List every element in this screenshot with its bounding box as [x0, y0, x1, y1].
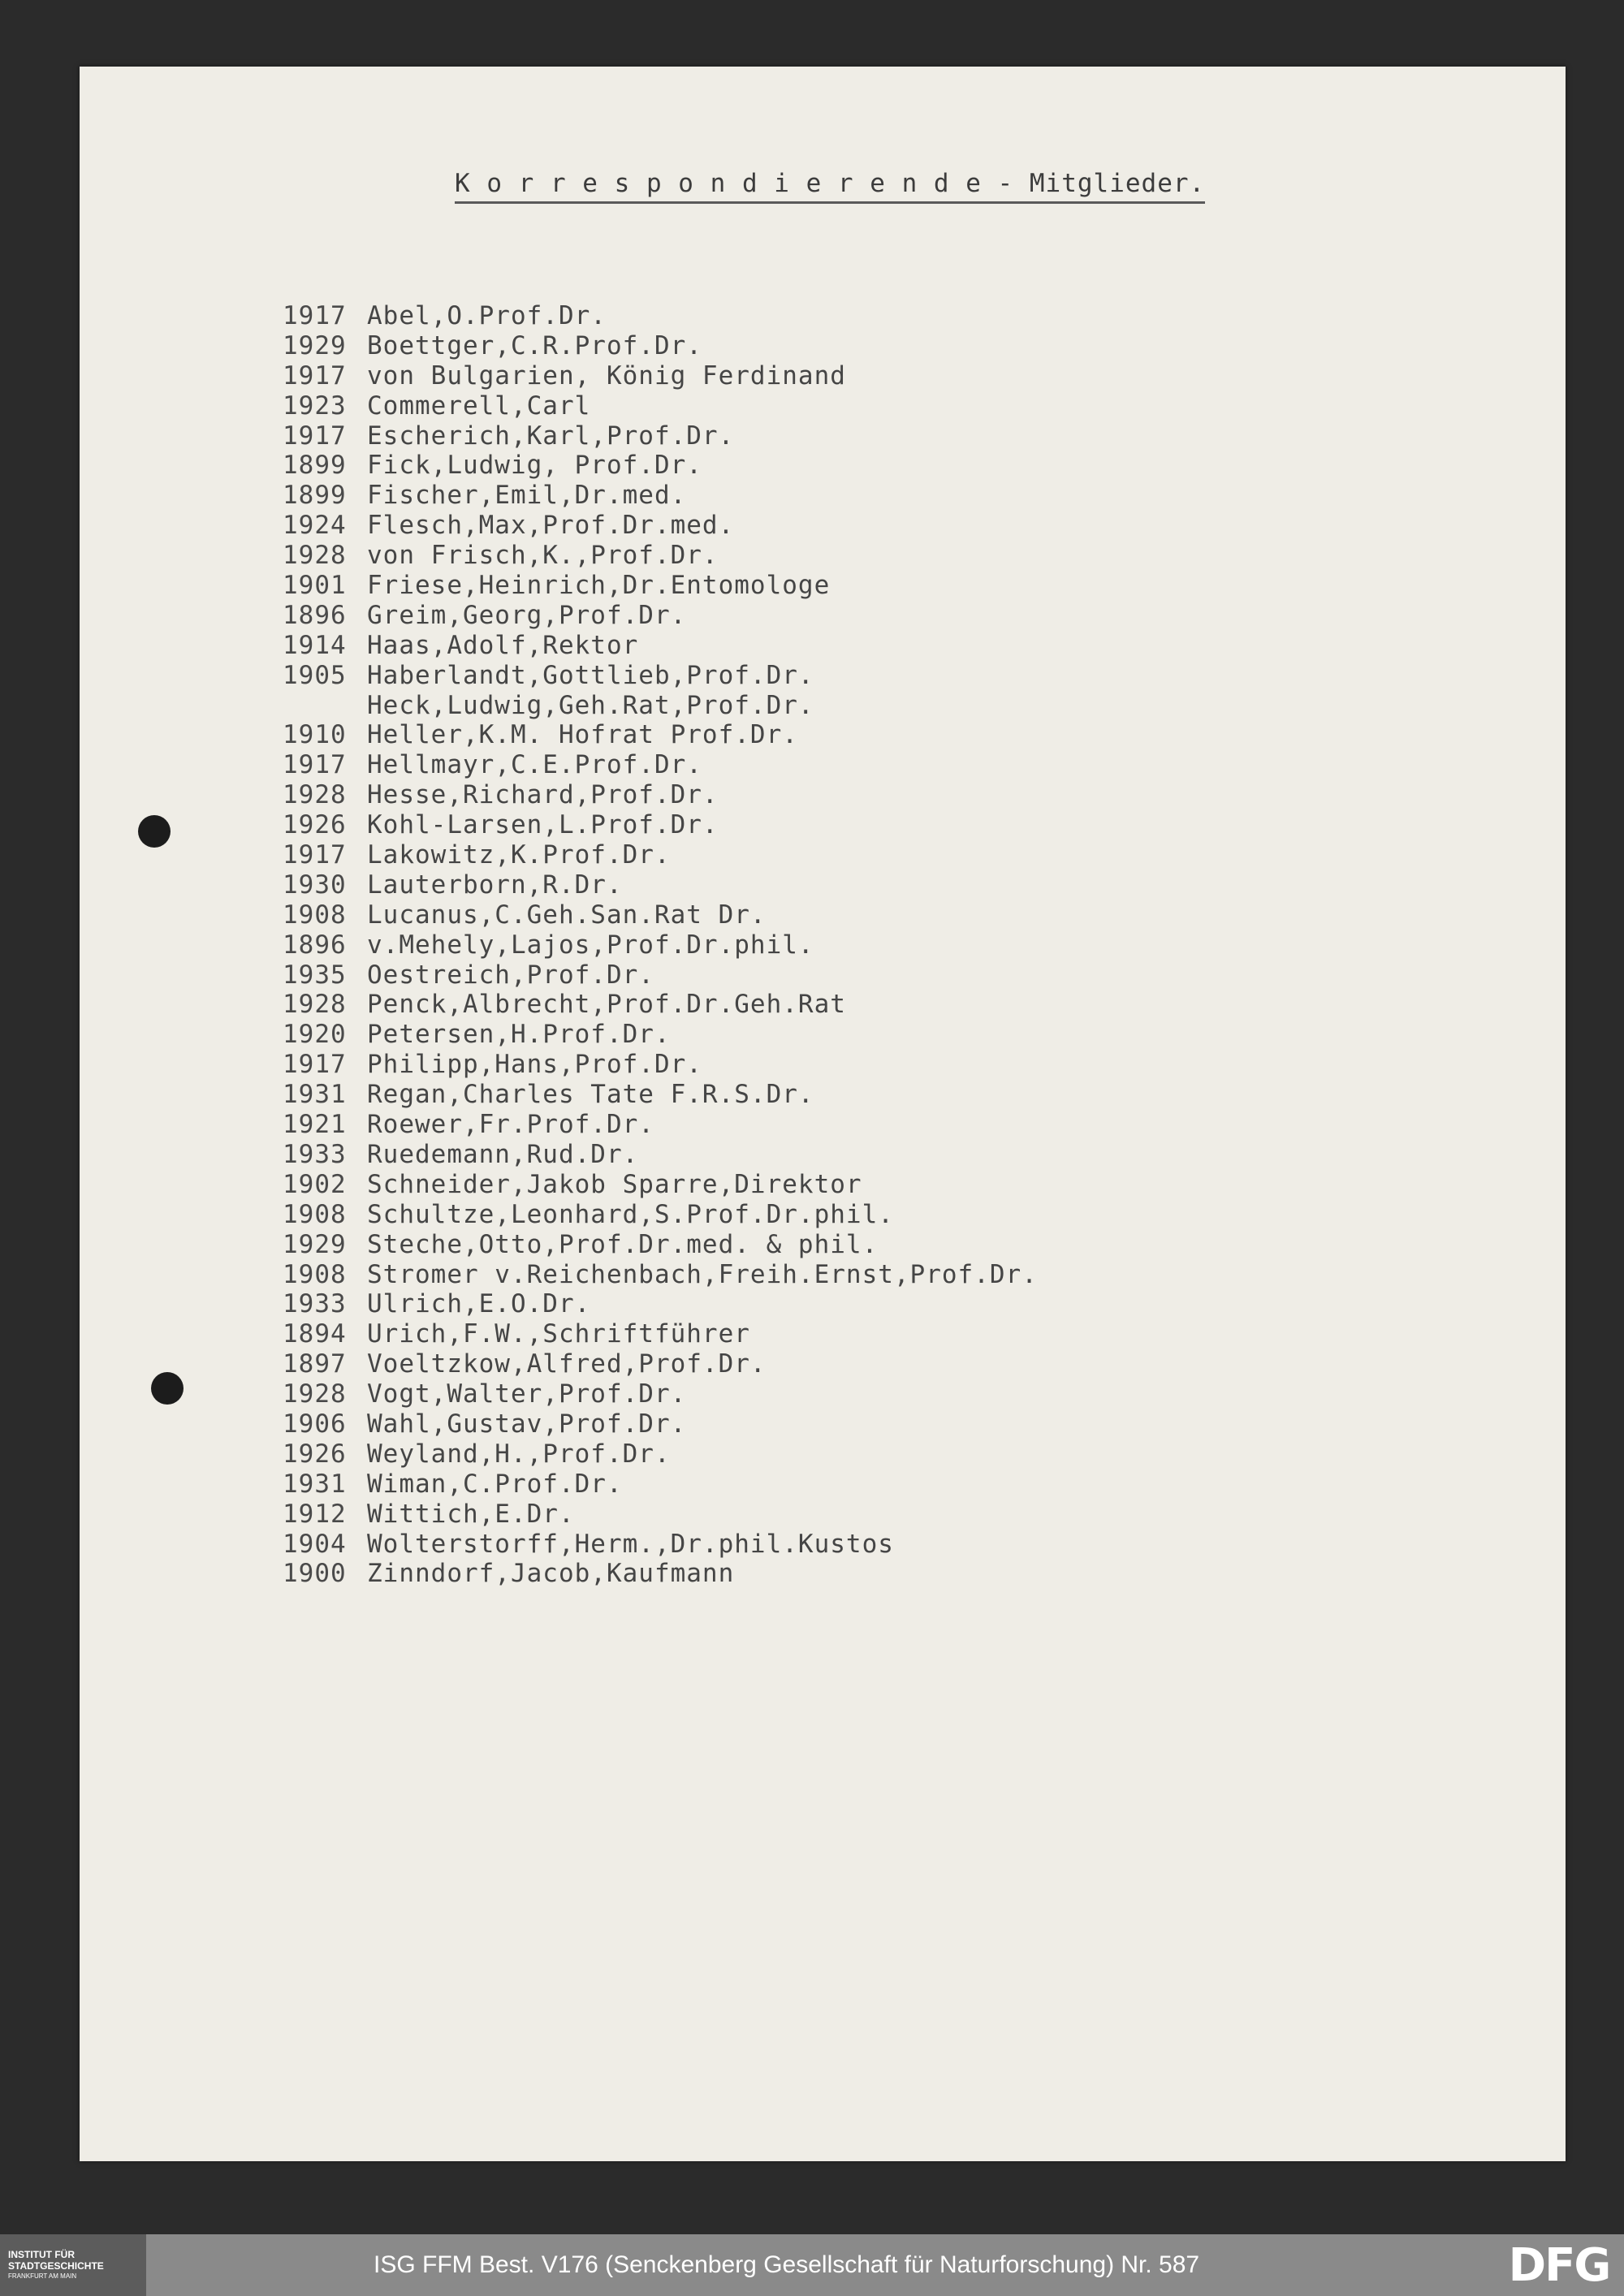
archive-footer-bar: [0, 2234, 1624, 2296]
document-title: K o r r e s p o n d i e r e n d e - Mitglieder.: [455, 169, 1205, 204]
entry-year: 1933: [283, 1139, 347, 1169]
entry-year: 1931: [283, 1469, 347, 1499]
entry-year: 1899: [283, 481, 347, 511]
entry-year: 1917: [283, 840, 347, 870]
list-item: [283, 421, 1038, 451]
list-item: [283, 1080, 1038, 1110]
entry-name: Schultze,Leonhard,S.Prof.Dr.phil.: [367, 1199, 894, 1229]
list-item: [283, 930, 1038, 960]
entry-name: Lakowitz,K.Prof.Dr.: [367, 840, 671, 870]
list-item: [283, 810, 1038, 840]
entry-year: 1928: [283, 990, 347, 1020]
list-item: [283, 601, 1038, 631]
entry-year: 1928: [283, 780, 347, 810]
list-item: [283, 990, 1038, 1020]
list-item: [283, 1379, 1038, 1409]
list-item: [283, 661, 1038, 691]
list-item: [283, 780, 1038, 810]
list-item: [283, 451, 1038, 481]
entry-year: 1908: [283, 1259, 347, 1289]
entry-year: 1899: [283, 451, 347, 481]
entry-name: Hellmayr,C.E.Prof.Dr.: [367, 750, 702, 780]
entry-year: 1914: [283, 630, 347, 660]
entry-name: Commerell,Carl: [367, 391, 591, 421]
entry-year: 1912: [283, 1499, 347, 1529]
entry-year: 1933: [283, 1289, 347, 1319]
entry-name: Philipp,Hans,Prof.Dr.: [367, 1050, 702, 1080]
entry-year: 1921: [283, 1110, 347, 1140]
list-item: [283, 1110, 1038, 1140]
entry-name: Urich,F.W.,Schriftführer: [367, 1319, 750, 1349]
entry-name: Regan,Charles Tate F.R.S.Dr.: [367, 1080, 814, 1110]
list-item: [283, 750, 1038, 780]
archive-caption: ISG FFM Best. V176 (Senckenberg Gesellschaft für Naturforschung) Nr. 587: [374, 2251, 1200, 2278]
entry-name: Hesse,Richard,Prof.Dr.: [367, 780, 719, 810]
entry-name: Zinndorf,Jacob,Kaufmann: [367, 1559, 735, 1589]
list-item: [283, 1020, 1038, 1050]
entry-name: Haberlandt,Gottlieb,Prof.Dr.: [367, 660, 814, 690]
entry-name: Kohl-Larsen,L.Prof.Dr.: [367, 810, 719, 840]
entry-name: Abel,O.Prof.Dr.: [367, 301, 607, 330]
entry-name: Wittich,E.Dr.: [367, 1499, 575, 1529]
entry-year: 1901: [283, 571, 347, 601]
entry-year: 1910: [283, 720, 347, 750]
punch-hole-top: [138, 815, 171, 848]
entry-year: 1929: [283, 330, 347, 360]
entry-name: Stromer v.Reichenbach,Freih.Ernst,Prof.Dr.: [367, 1259, 1038, 1289]
entry-name: Steche,Otto,Prof.Dr.med. & phil.: [367, 1229, 879, 1259]
entry-year: 1905: [283, 660, 347, 690]
list-item: [283, 481, 1038, 511]
entry-name: Weyland,H.,Prof.Dr.: [367, 1439, 671, 1469]
entry-name: Haas,Adolf,Rektor: [367, 630, 639, 660]
list-item: [283, 840, 1038, 870]
list-item: [283, 301, 1038, 331]
entry-year: 1926: [283, 810, 347, 840]
list-item: [283, 1140, 1038, 1170]
entry-year: 1928: [283, 1379, 347, 1409]
entry-name: von Bulgarien, König Ferdinand: [367, 360, 846, 391]
entry-name: von Frisch,K.,Prof.Dr.: [367, 541, 719, 571]
entry-name: Heck,Ludwig,Geh.Rat,Prof.Dr.: [367, 690, 814, 720]
list-item: [283, 1409, 1038, 1439]
entry-name: Escherich,Karl,Prof.Dr.: [367, 421, 735, 451]
entry-year: 1908: [283, 1199, 347, 1229]
list-item: [283, 900, 1038, 930]
entry-year: 1917: [283, 1050, 347, 1080]
list-item: [283, 1050, 1038, 1080]
entry-year: 1917: [283, 750, 347, 780]
list-item: [283, 1500, 1038, 1530]
entry-year: 1897: [283, 1349, 347, 1379]
entry-year: 1920: [283, 1020, 347, 1050]
entry-name: Heller,K.M. Hofrat Prof.Dr.: [367, 720, 798, 750]
list-item: [283, 361, 1038, 391]
list-item: [283, 1559, 1038, 1589]
list-item: [283, 1200, 1038, 1230]
list-item: [283, 331, 1038, 361]
entry-name: Ulrich,E.O.Dr.: [367, 1289, 591, 1319]
list-item: [283, 541, 1038, 571]
entry-year: 1931: [283, 1080, 347, 1110]
entry-name: Lauterborn,R.Dr.: [367, 870, 623, 900]
list-item: [283, 391, 1038, 421]
entry-year: 1900: [283, 1559, 347, 1589]
institute-logo: [0, 2234, 146, 2296]
list-item: [283, 1349, 1038, 1379]
entry-year: 1923: [283, 391, 347, 421]
entry-name: Fick,Ludwig, Prof.Dr.: [367, 451, 702, 481]
entry-name: Schneider,Jakob Sparre,Direktor: [367, 1169, 862, 1199]
list-item: [283, 1470, 1038, 1500]
institute-logo-line2: STADTGESCHICHTE: [8, 2260, 104, 2272]
entry-year: 1917: [283, 421, 347, 451]
list-item: [283, 870, 1038, 900]
entry-name: Fischer,Emil,Dr.med.: [367, 481, 687, 511]
punch-hole-bottom: [151, 1372, 184, 1405]
entry-year: 1904: [283, 1529, 347, 1559]
entry-name: v.Mehely,Lajos,Prof.Dr.phil.: [367, 930, 814, 960]
entry-year: 1908: [283, 900, 347, 930]
entry-name: Wiman,C.Prof.Dr.: [367, 1469, 623, 1499]
entry-name: Wahl,Gustav,Prof.Dr.: [367, 1409, 687, 1439]
entry-year: 1917: [283, 360, 347, 391]
entry-year: 1930: [283, 870, 347, 900]
entry-year: 1924: [283, 511, 347, 541]
entry-name: Friese,Heinrich,Dr.Entomologe: [367, 571, 831, 601]
document-page: [80, 67, 1566, 2161]
entry-year: 1902: [283, 1169, 347, 1199]
entry-year: 1928: [283, 541, 347, 571]
list-item: [283, 1319, 1038, 1349]
list-item: [283, 1289, 1038, 1319]
entry-name: Penck,Albrecht,Prof.Dr.Geh.Rat: [367, 990, 846, 1020]
list-item: [283, 1170, 1038, 1200]
entry-year: 1906: [283, 1409, 347, 1439]
entry-name: Wolterstorff,Herm.,Dr.phil.Kustos: [367, 1529, 894, 1559]
entry-name: Lucanus,C.Geh.San.Rat Dr.: [367, 900, 767, 930]
list-item: [283, 631, 1038, 661]
member-list: [283, 301, 1038, 1589]
list-item: [283, 720, 1038, 750]
entry-name: Greim,Georg,Prof.Dr.: [367, 600, 687, 630]
entry-year: 1929: [283, 1229, 347, 1259]
entry-year: 1935: [283, 960, 347, 990]
entry-name: Oestreich,Prof.Dr.: [367, 960, 654, 990]
entry-name: Roewer,Fr.Prof.Dr.: [367, 1110, 654, 1140]
list-item: [283, 511, 1038, 541]
dfg-logo: DFG: [1508, 2238, 1610, 2292]
list-item: [283, 1230, 1038, 1260]
institute-logo-line3: FRANKFURT AM MAIN: [8, 2272, 77, 2280]
list-item: [283, 691, 1038, 721]
entry-year: 1896: [283, 600, 347, 630]
entry-name: Voeltzkow,Alfred,Prof.Dr.: [367, 1349, 767, 1379]
list-item: [283, 1439, 1038, 1470]
list-item: [283, 1530, 1038, 1560]
list-item: [283, 571, 1038, 601]
entry-name: Ruedemann,Rud.Dr.: [367, 1139, 639, 1169]
entry-name: Petersen,H.Prof.Dr.: [367, 1020, 671, 1050]
list-item: [283, 1260, 1038, 1290]
list-item: [283, 960, 1038, 990]
entry-name: Flesch,Max,Prof.Dr.med.: [367, 511, 735, 541]
entry-name: Vogt,Walter,Prof.Dr.: [367, 1379, 687, 1409]
institute-logo-line1: INSTITUT FÜR: [8, 2249, 75, 2260]
entry-year: 1894: [283, 1319, 347, 1349]
entry-year: 1926: [283, 1439, 347, 1469]
entry-year: 1896: [283, 930, 347, 960]
entry-name: Boettger,C.R.Prof.Dr.: [367, 330, 702, 360]
entry-year: 1917: [283, 301, 347, 330]
